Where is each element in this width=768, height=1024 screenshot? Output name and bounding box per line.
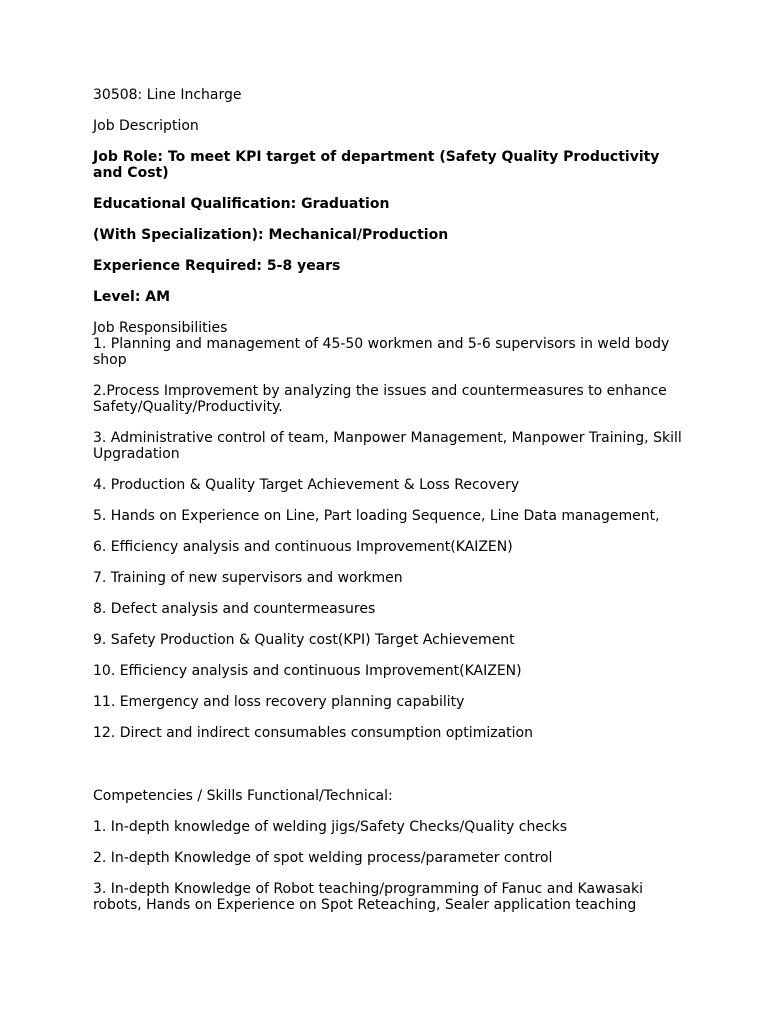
list-item: 12. Direct and indirect consumables consumption optimization	[93, 725, 533, 741]
list-item: 9. Safety Production & Quality cost(KPI) Target Achievement	[93, 632, 515, 648]
competencies-list	[93, 819, 693, 913]
list-item: 6. Efficiency analysis and continuous Improvement(KAIZEN)	[93, 539, 513, 555]
educational-qualification: Educational Qualification: Graduation	[93, 196, 390, 212]
job-code-title: 30508: Line Incharge	[93, 87, 242, 103]
list-item: 1. In-depth knowledge of welding jigs/Safety Checks/Quality checks	[93, 819, 568, 835]
competencies-heading: Competencies / Skills Functional/Technical:	[93, 788, 393, 804]
specialization: (With Specialization): Mechanical/Production	[93, 227, 449, 243]
list-item: 11. Emergency and loss recovery planning capability	[93, 694, 465, 710]
document-page	[93, 87, 693, 913]
list-item: 8. Defect analysis and countermeasures	[93, 601, 376, 617]
list-item: 1. Planning and management of 45-50 workmen and 5-6 supervisors in weld body shop	[93, 336, 670, 368]
list-item: 4. Production & Quality Target Achievement & Loss Recovery	[93, 477, 520, 493]
list-item: 3. In-depth Knowledge of Robot teaching/programming of Fanuc and Kawasaki robots, Hands on Experience on Spot Reteaching, Sealer application teaching	[93, 881, 643, 913]
job-role: Job Role: To meet KPI target of department (Safety Quality Productivity and Cost)	[93, 149, 660, 181]
experience-required: Experience Required: 5-8 years	[93, 258, 341, 274]
job-description-heading: Job Description	[93, 118, 199, 134]
responsibilities-list	[93, 336, 693, 741]
list-item: 2. In-depth Knowledge of spot welding process/parameter control	[93, 850, 553, 866]
list-item: 2.Process Improvement by analyzing the issues and countermeasures to enhance Safety/Quality/Productivity.	[93, 383, 667, 415]
list-item: 7. Training of new supervisors and workmen	[93, 570, 403, 586]
list-item: 10. Efficiency analysis and continuous Improvement(KAIZEN)	[93, 663, 522, 679]
list-item: 3. Administrative control of team, Manpower Management, Manpower Training, Skill Upgradation	[93, 430, 682, 462]
level: Level: AM	[93, 289, 171, 305]
list-item: 5. Hands on Experience on Line, Part loading Sequence, Line Data management,	[93, 508, 660, 524]
responsibilities-heading: Job Responsibilities	[93, 320, 228, 336]
